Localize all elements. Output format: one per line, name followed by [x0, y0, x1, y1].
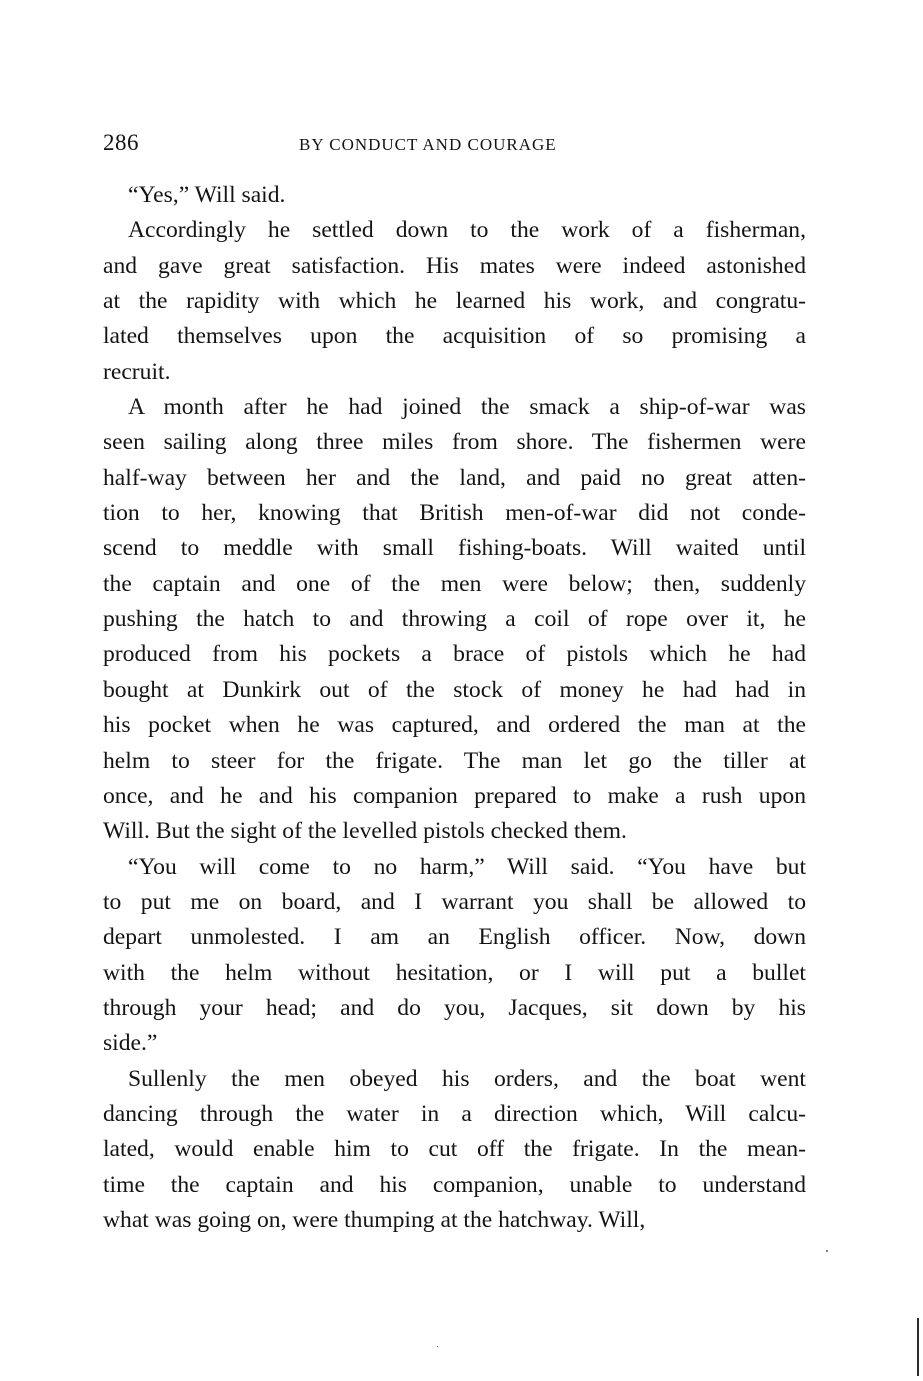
text-line: pushing the hatch to and throwing a coil of rope over it, he — [103, 606, 806, 633]
text-line: Sullenly the men obeyed his orders, and the boat went — [128, 1065, 806, 1092]
text-line: depart unmolested. I am an English officer. Now, down — [103, 924, 806, 951]
paragraph — [103, 390, 806, 849]
text-line: once, and he and his companion prepared to make a rush upon — [103, 782, 806, 809]
text-line: produced from his pockets a brace of pistols which he had — [103, 641, 806, 668]
body-text — [103, 178, 806, 1238]
text-line: lated, would enable him to cut off the frigate. In the mean- — [103, 1136, 806, 1163]
running-head — [103, 130, 806, 162]
paragraph — [103, 850, 806, 1062]
text-line: lated themselves upon the acquisition of so promising a — [103, 323, 806, 350]
paragraph — [103, 213, 806, 390]
text-line: and gave great satisfaction. His mates were indeed astonished — [103, 252, 806, 279]
text-line: helm to steer for the frigate. The man let go the tiller at — [103, 747, 806, 774]
page-edge-mark — [917, 1318, 919, 1376]
text-line: Accordingly he settled down to the work of a fisherman, — [128, 217, 806, 244]
text-line: A month after he had joined the smack a ship-of-war was — [128, 394, 806, 421]
text-line: “Yes,” Will said. — [128, 182, 286, 208]
text-line: dancing through the water in a direction which, Will calcu- — [103, 1100, 806, 1127]
text-line: seen sailing along three miles from shore. The fishermen were — [103, 429, 806, 456]
text-line: tion to her, knowing that British men-of-war did not conde- — [103, 500, 806, 527]
text-line: Will. But the sight of the levelled pistols checked them. — [103, 818, 627, 845]
text-line: “You will come to no harm,” Will said. “You have but — [128, 853, 806, 880]
paper-speck — [437, 1346, 438, 1347]
page-number: 286 — [103, 130, 139, 155]
text-line: bought at Dunkirk out of the stock of money he had had in — [103, 676, 806, 703]
text-line: scend to meddle with small fishing-boats. Will waited until — [103, 535, 806, 562]
text-line: half-way between her and the land, and paid no great atten- — [103, 464, 806, 491]
text-line: at the rapidity with which he learned his work, and congratu- — [103, 288, 806, 315]
paragraph — [103, 1062, 806, 1239]
text-line: through your head; and do you, Jacques, sit down by his — [103, 994, 806, 1021]
text-line: what was going on, were thumping at the hatchway. Will, — [103, 1206, 646, 1233]
text-line: recruit. — [103, 358, 171, 385]
text-line: his pocket when he was captured, and ordered the man at the — [103, 712, 806, 739]
text-line: side.” — [103, 1030, 158, 1057]
text-line: time the captain and his companion, unable to understand — [103, 1171, 806, 1198]
paragraph — [103, 178, 806, 213]
text-line: with the helm without hesitation, or I will put a bullet — [103, 959, 806, 986]
text-line: the captain and one of the men were below; then, suddenly — [103, 570, 806, 597]
running-title: BY CONDUCT AND COURAGE — [299, 135, 557, 154]
text-line: to put me on board, and I warrant you shall be allowed to — [103, 888, 806, 915]
paper-speck — [826, 1250, 828, 1252]
